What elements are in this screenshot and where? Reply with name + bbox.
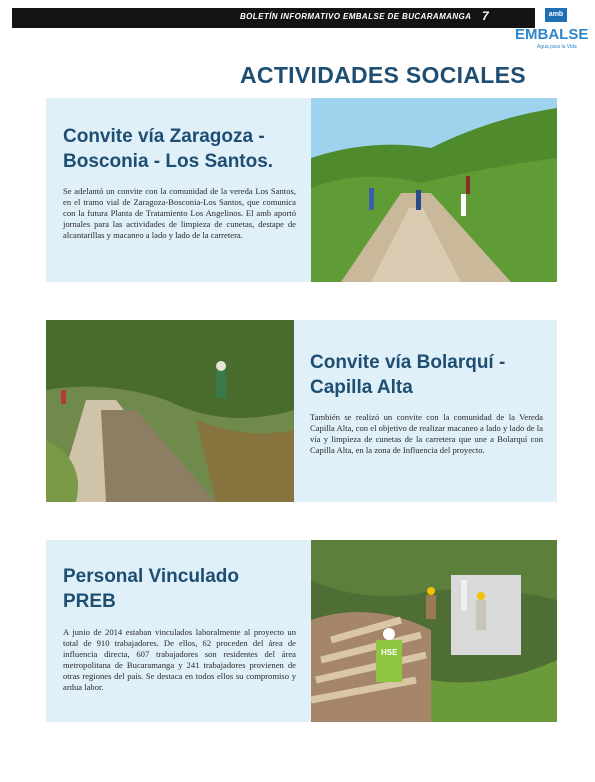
article-body: También se realizó un convite con la comunidad de la Vereda Capilla Alta, con el objetivo de realizar macaneo a lado y lado de la vía y limpieza de cunetas de la carretera que une a Bolarquí con Capilla Alta, en la zona de Influencia del proyecto. <box>310 412 543 455</box>
article-body: A junio de 2014 estaban vinculados laboralmente al proyecto un total de 910 trabajadores. De ellos, 62 proceden del área de influencia directa, 607 trabajadores son residentes del área metropolitana de Bucaramanga y 241 trabajadores provienen de otras regiones del país. Se destaca en todos ellos su compromiso y ardua labor. <box>63 627 296 692</box>
road-clearing-photo <box>311 98 557 282</box>
section-title: ACTIVIDADES SOCIALES <box>240 62 526 88</box>
article-title-line-2: PREB <box>63 591 116 612</box>
article-panel-personal <box>46 540 311 722</box>
amb-badge: amb <box>545 8 567 22</box>
article-title-line-1: Convite vía Bolarquí - <box>310 352 506 373</box>
bulletin-title: BOLETÍN INFORMATIVO EMBALSE DE BUCARAMANGA <box>240 12 472 21</box>
logo-word: EMBALSE <box>515 26 589 43</box>
article-panel-bolarqui <box>294 320 557 502</box>
hse-vest-label: HSE <box>381 648 398 657</box>
article-title-line-1: Personal Vinculado <box>63 566 239 587</box>
embalse-logo <box>515 8 587 56</box>
header-bar <box>12 8 535 28</box>
roadside-clearing-photo <box>46 320 294 502</box>
article-title <box>63 564 308 614</box>
article-title-line-2: Bosconia - Los Santos. <box>63 151 274 172</box>
article-panel-zaragoza <box>46 98 311 282</box>
workers-loading-photo <box>311 540 557 722</box>
article-title <box>63 124 308 174</box>
logo-tagline: Agua para la Vida <box>537 44 577 50</box>
article-body: Se adelantó un convite con la comunidad de la vereda Los Santos, en el tramo vial de Zaragoza-Bosconia-Los Santos, que comunica con la futura Planta de Tratamiento Los Angelinos. El amb aportó jornales para las actividades de limpieza de cunetas, destape de alcantarillas y macaneo a lado y lado de la carretera. <box>63 186 296 240</box>
page-number: 7 <box>482 9 489 23</box>
article-title <box>310 350 550 400</box>
article-title-line-1: Convite vía Zaragoza - <box>63 126 265 147</box>
article-title-line-2: Capilla Alta <box>310 377 413 398</box>
